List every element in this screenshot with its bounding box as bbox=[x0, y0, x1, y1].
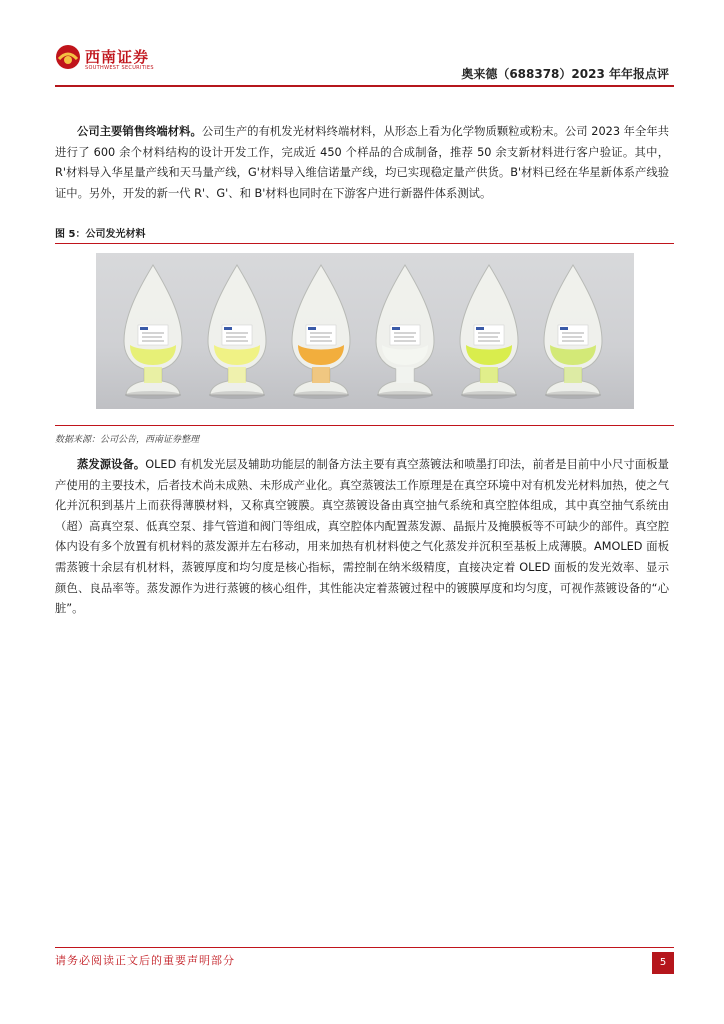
figure-title: 图 5：公司发光材料 bbox=[55, 229, 146, 240]
material-bottle bbox=[202, 263, 272, 403]
logo-chinese-name: 西南证券 bbox=[85, 48, 150, 66]
paragraph-materials-lead: 公司主要销售终端材料。 bbox=[77, 125, 202, 138]
page-header bbox=[0, 0, 724, 90]
material-bottle bbox=[454, 263, 524, 403]
paragraph-materials-body: 公司生产的有机发光材料终端材料，从形态上看为化学物质颗粒或粉末。公司 2023 年全年共进行了 600 余个材料结构的设计开发工作，完成近 450 个样品的合成制备，推荐 50 余支新材料进行客户验证。其中，R'材料导入华星量产线和天马量产线，G'材料导入维信诺量产线，均已实现稳定量产供货。B'材料已经在华星新体系产线验证中。另外，开发的新一代 R'、G'、和 B'材料也同时在下游客户进行新器件体系测试。 bbox=[55, 125, 669, 200]
figure-top-rule bbox=[55, 243, 674, 244]
footer-divider bbox=[55, 947, 674, 948]
company-logo bbox=[55, 44, 165, 76]
material-bottle bbox=[118, 263, 188, 403]
material-bottle bbox=[538, 263, 608, 403]
report-title: 奥来德（688378）2023 年年报点评 bbox=[461, 67, 669, 81]
paragraph-materials bbox=[55, 122, 669, 204]
material-bottle bbox=[286, 263, 356, 403]
material-bottle bbox=[370, 263, 440, 403]
page-number: 5 bbox=[652, 952, 674, 974]
paragraph-evaporation-body: OLED 有机发光层及辅助功能层的制备方法主要有真空蒸镀法和喷墨打印法，前者是目前中小尺寸面板量产使用的主要技术，后者技术尚未成熟、未形成产业化。真空蒸镀法工作原理是在真空环境中对有机发光材料加热，使之气化并沉积到基片上而获得薄膜材料，又称真空镀膜。真空蒸镀设备由真空抽气系统和真空腔体组成，其中真空抽气系统由（超）高真空泵、低真空泵、排气管道和阀门等组成，真空腔体内配置蒸发源、晶振片及掩膜板等不可缺少的部件。真空腔体内设有多个放置有机材料的蒸发源并左右移动，用来加热有机材料使之气化蒸发并沉积至基板上成薄膜。AMOLED 面板需蒸镀十余层有机材料，蒸镀厚度和均匀度是核心指标，需控制在纳米级精度，直接决定着 OLED 面板的发光效率、显示颜色、良品率等。蒸发源作为进行蒸镀的核心组件，其性能决定着蒸镀过程中的镀膜厚度和均匀度，可视作蒸镀设备的“心脏”。 bbox=[55, 458, 669, 616]
figure-source: 数据来源：公司公告，西南证券整理 bbox=[55, 435, 200, 445]
logo-english-name: SOUTHWEST SECURITIES bbox=[85, 65, 154, 71]
paragraph-evaporation-source bbox=[55, 455, 669, 620]
luminescent-materials-photo bbox=[96, 253, 634, 409]
paragraph-evaporation-lead: 蒸发源设备。 bbox=[77, 458, 146, 471]
figure-bottom-rule bbox=[55, 425, 674, 426]
header-divider bbox=[55, 85, 674, 87]
footer-disclaimer: 请务必阅读正文后的重要声明部分 bbox=[55, 954, 235, 967]
logo-mark-icon bbox=[55, 44, 81, 70]
